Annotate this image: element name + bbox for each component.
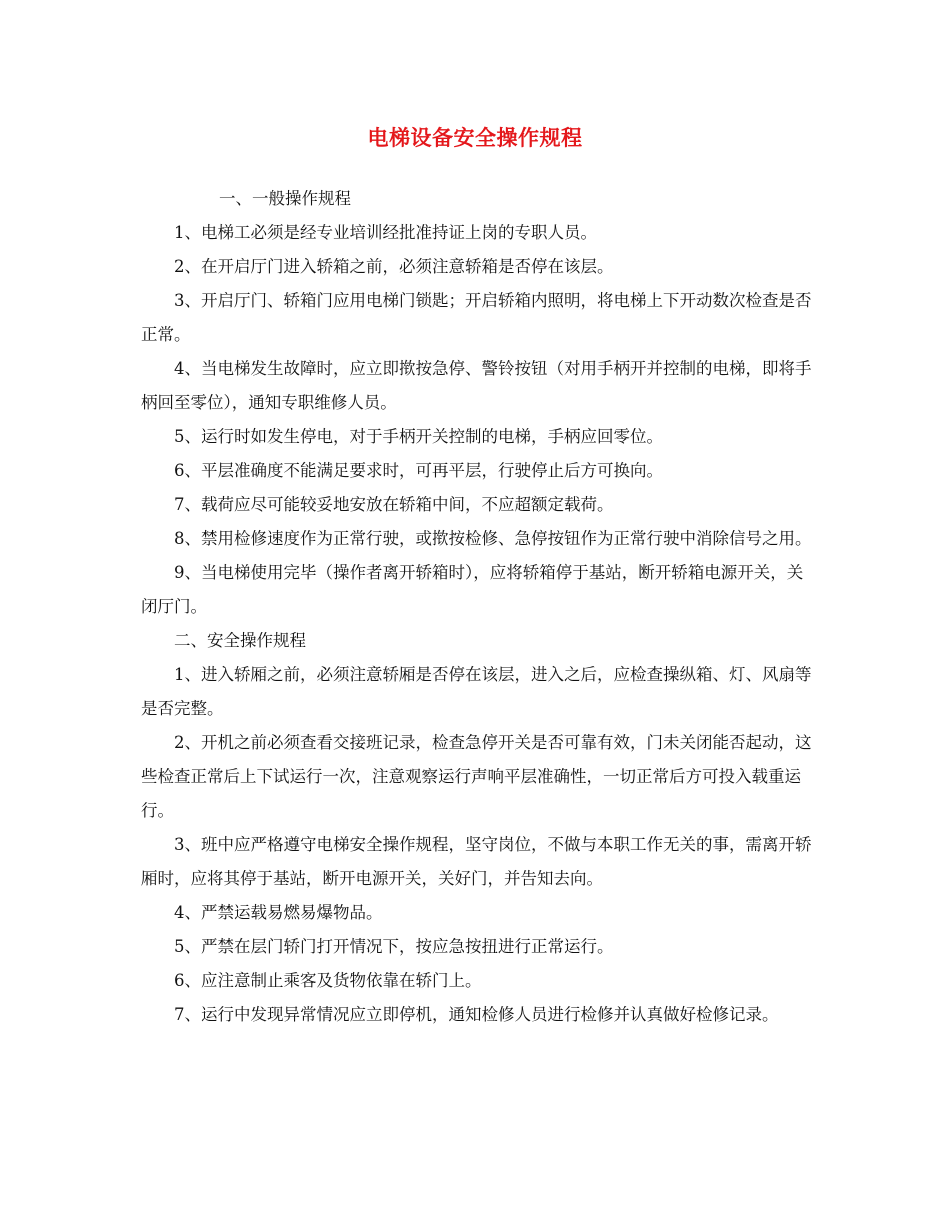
list-item: 2、开机之前必须查看交接班记录，检查急停开关是否可靠有效，门未关闭能否起动，这些检查正常后上下试运行一次，注意观察运行声响平层准确性，一切正常后方可投入载重运行。 bbox=[141, 733, 812, 820]
list-item: 3、开启厅门、轿箱门应用电梯门锁匙；开启轿箱内照明，将电梯上下开动数次检查是否正常。 bbox=[141, 291, 812, 344]
document-body bbox=[141, 182, 815, 1032]
document-title: 电梯设备安全操作规程 bbox=[367, 126, 583, 150]
list-item: 6、平层准确度不能满足要求时，可再平层，行驶停止后方可换向。 bbox=[174, 461, 663, 480]
list-item: 4、当电梯发生故障时，应立即揿按急停、警铃按钮（对用手柄开并控制的电梯，即将手柄回至零位），通知专职维修人员。 bbox=[141, 359, 812, 412]
list-item: 2、在开启厅门进入轿箱之前，必须注意轿箱是否停在该层。 bbox=[174, 257, 614, 276]
list-item: 5、严禁在层门轿门打开情况下，按应急按扭进行正常运行。 bbox=[174, 937, 614, 956]
list-item: 4、严禁运载易燃易爆物品。 bbox=[174, 903, 383, 922]
list-item: 7、运行中发现异常情况应立即停机，通知检修人员进行检修并认真做好检修记录。 bbox=[174, 1005, 779, 1024]
list-item: 3、班中应严格遵守电梯安全操作规程，坚守岗位，不做与本职工作无关的事，需离开轿厢时，应将其停于基站，断开电源开关，关好门，并告知去向。 bbox=[141, 835, 812, 888]
list-item: 1、进入轿厢之前，必须注意轿厢是否停在该层，进入之后，应检查操纵箱、灯、风扇等是否完整。 bbox=[141, 665, 812, 718]
list-item: 7、载荷应尽可能较妥地安放在轿箱中间，不应超额定载荷。 bbox=[174, 495, 614, 514]
list-item: 5、运行时如发生停电，对于手柄开关控制的电梯，手柄应回零位。 bbox=[174, 427, 663, 446]
list-item: 8、禁用检修速度作为正常行驶，或揿按检修、急停按钮作为正常行驶中消除信号之用。 bbox=[174, 529, 812, 548]
section-heading-safety: 二、安全操作规程 bbox=[174, 631, 306, 650]
section-heading-general: 一、一般操作规程 bbox=[219, 189, 351, 208]
list-item: 9、当电梯使用完毕（操作者离开轿箱时），应将轿箱停于基站，断开轿箱电源开关，关闭厅门。 bbox=[141, 563, 804, 616]
list-item: 1、电梯工必须是经专业培训经批准持证上岗的专职人员。 bbox=[174, 223, 597, 242]
list-item: 6、应注意制止乘客及货物依靠在轿门上。 bbox=[174, 971, 482, 990]
